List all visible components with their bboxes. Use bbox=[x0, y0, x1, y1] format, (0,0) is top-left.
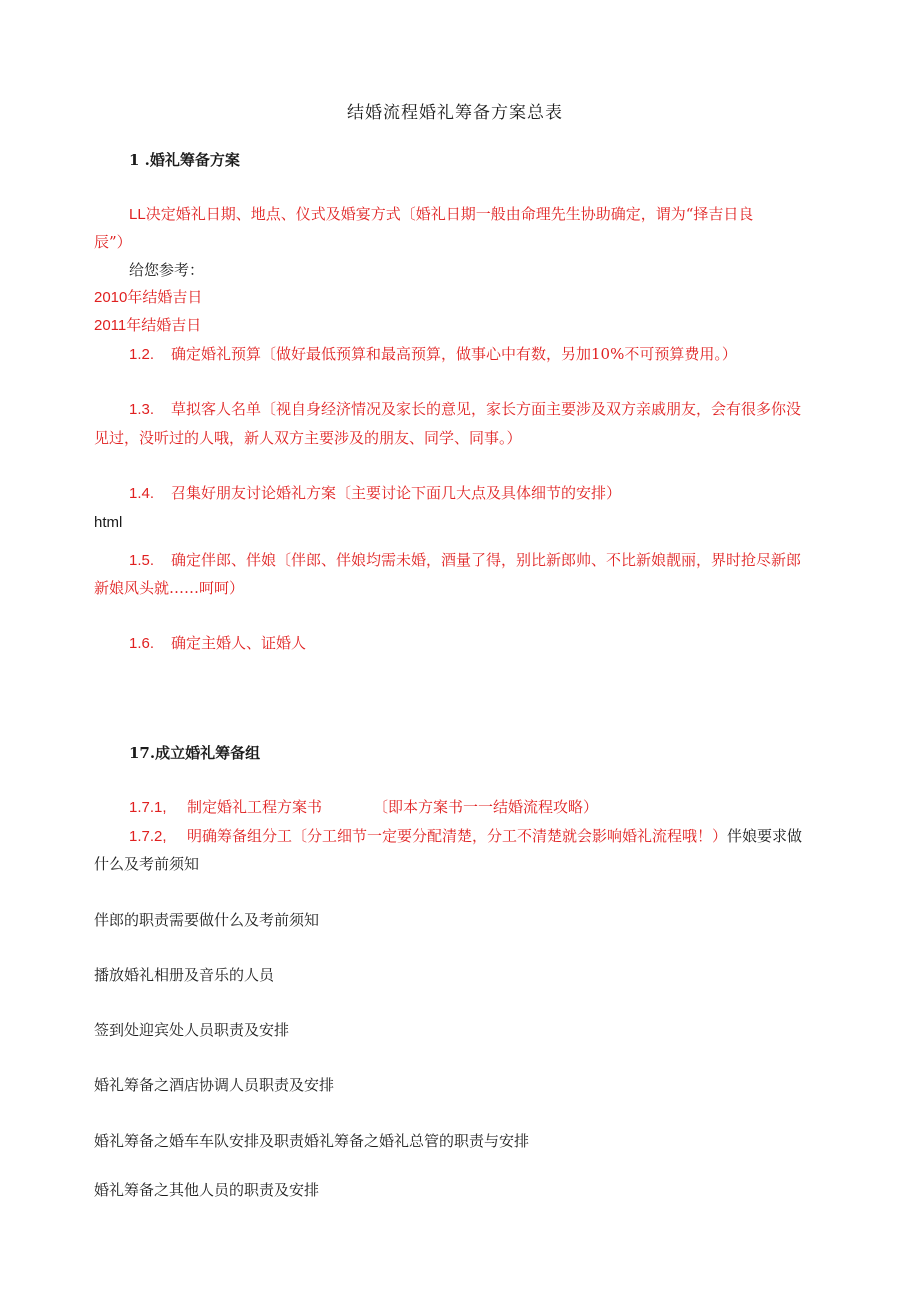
item-1-4 bbox=[129, 483, 621, 504]
year-2010-link[interactable]: 2010年结婚吉日 bbox=[94, 289, 203, 306]
item-1-7-1-number: 1.7.1, bbox=[129, 799, 167, 816]
item-1-7-1 bbox=[129, 797, 598, 818]
list-item: 签到处迎宾处人员职责及安排 bbox=[94, 1021, 290, 1039]
item-1-7-1-text: 制定婚礼工程方案书 bbox=[187, 798, 323, 816]
reference-label: 给您参考： bbox=[129, 261, 205, 279]
item-1-3-number: 1.3. bbox=[129, 401, 155, 418]
list-item: 伴郎的职责需要做什么及考前须知 bbox=[94, 911, 320, 929]
item-1-7-2-text-red: 明确筹备组分工〔分工细节一定要分配清楚，分工不清楚就会影响婚礼流程哦！） bbox=[187, 827, 728, 845]
item-1-7-2-line2: 什么及考前须知 bbox=[94, 855, 200, 873]
year-2011-link[interactable]: 2011年结婚吉日 bbox=[94, 317, 202, 334]
html-text: html bbox=[94, 514, 123, 531]
list-item: 婚礼筹备之其他人员的职责及安排 bbox=[94, 1181, 320, 1199]
section-heading-17: 17.成立婚礼筹备组 bbox=[129, 744, 261, 762]
list-item: 播放婚礼相册及音乐的人员 bbox=[94, 966, 275, 984]
item-1-7-2-number: 1.7.2, bbox=[129, 828, 167, 845]
item-ll-text: 决定婚礼日期、地点、仪式及婚宴方式〔婚礼日期一般由命理先生协助确定，谓为“择吉日良 bbox=[145, 205, 754, 223]
item-1-4-number: 1.4. bbox=[129, 485, 155, 502]
item-1-3-line2: 见过，没听过的人哦，新人双方主要涉及的朋友、同学、同事。） bbox=[94, 429, 522, 447]
item-1-3-line1 bbox=[129, 399, 801, 420]
list-item: 婚礼筹备之婚车车队安排及职责婚礼筹备之婚礼总管的职责与安排 bbox=[94, 1132, 530, 1150]
item-1-7-1-note: 〔即本方案书一一结婚流程攻略） bbox=[373, 798, 599, 816]
item-1-5-line1 bbox=[129, 550, 801, 571]
section-heading-1: 1 .婚礼筹备方案 bbox=[129, 151, 240, 169]
item-1-2-text: 确定婚礼预算〔做好最低预算和最高预算，做事心中有数，另加10%不可预算费用。） bbox=[171, 345, 737, 363]
item-1-6-text: 确定主婚人、证婚人 bbox=[171, 634, 307, 652]
item-1-3-text: 草拟客人名单〔视自身经济情况及家长的意见，家长方面主要涉及双方亲戚朋友，会有很多你没 bbox=[171, 400, 802, 418]
item-ll-line2: 辰”） bbox=[94, 233, 132, 251]
item-ll-label: LL bbox=[129, 206, 146, 223]
item-1-5-text: 确定伴郎、伴娘〔伴郎、伴娘均需未婚，酒量了得，别比新郎帅、不比新娘靓丽，界时抢尽新郎 bbox=[171, 551, 802, 569]
item-1-7-2-line1 bbox=[129, 826, 802, 847]
item-ll-line1 bbox=[129, 204, 753, 225]
item-1-6-number: 1.6. bbox=[129, 635, 155, 652]
page-title: 结婚流程婚礼筹备方案总表 bbox=[347, 103, 563, 123]
item-1-5-line2: 新娘风头就……呵呵） bbox=[94, 579, 245, 597]
item-1-2 bbox=[129, 344, 737, 365]
item-1-4-text: 召集好朋友讨论婚礼方案〔主要讨论下面几大点及具体细节的安排） bbox=[171, 484, 622, 502]
item-1-5-number: 1.5. bbox=[129, 552, 155, 569]
list-item: 婚礼筹备之酒店协调人员职责及安排 bbox=[94, 1076, 335, 1094]
item-1-6 bbox=[129, 633, 306, 654]
item-1-2-number: 1.2. bbox=[129, 346, 155, 363]
item-1-7-2-text-black: 伴娘要求做 bbox=[727, 827, 803, 845]
